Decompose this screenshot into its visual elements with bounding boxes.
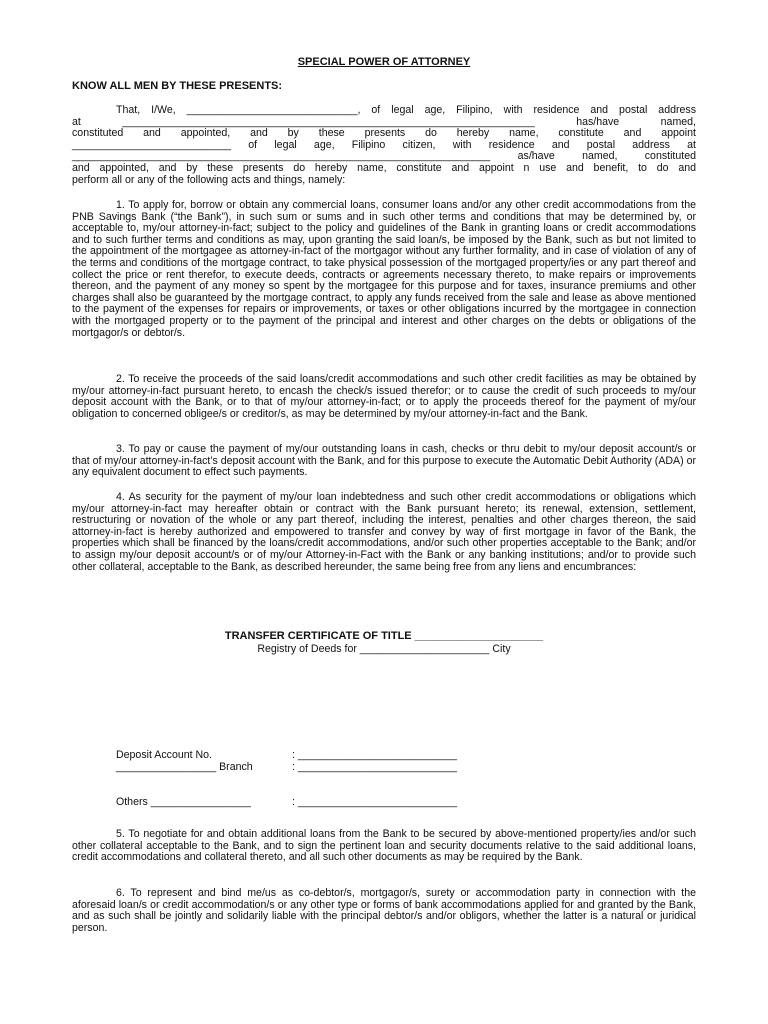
intro-line: perform all or any of the following acts and things, namely: bbox=[72, 173, 346, 186]
intro-line: That, I/We, _____________________________, of legal age, Filipino, with residence and postal address bbox=[116, 104, 696, 116]
paragraph-3 bbox=[72, 444, 696, 479]
intro-line: at ______________________________________________________________________ has/have named, bbox=[72, 115, 696, 128]
paragraph-6 bbox=[72, 888, 696, 934]
paragraph-2-text: 2. To receive the proceeds of the said loans/credit accommodations and such other credit facilities as may be obtained by my/our attorney-in-fact pursuant hereto, to encash the check/s issued therefor; or to cause the credit of such proceeds to my/our deposit account with the Bank, or to that of my/our attorney-in-fact; or to apply the proceeds thereof for the payment of my/our obligation to concerned obligee/s or creditor/s, as may be determined by my/our attorney-in-fact and the Bank. bbox=[72, 373, 696, 420]
intro-line: constituted and appointed, and by these presents do hereby name, constitute and appoint bbox=[72, 127, 696, 140]
others-row bbox=[116, 797, 457, 809]
transfer-certificate-block bbox=[0, 631, 768, 655]
paragraph-6-text: 6. To represent and bind me/us as co-debtor/s, mortgagor/s, surety or accommodation party in connection with the aforesaid loan/s or credit accommodation/s or any other type or forms of bank accommodations applied for and granted by the Bank, and as such shall be jointly and solidarily liable with the principal debtor/s and/or obligors, whether the latter is a natural or juridical person. bbox=[72, 887, 696, 934]
paragraph-2 bbox=[72, 374, 696, 420]
intro-paragraph bbox=[72, 105, 696, 186]
paragraph-3-text: 3. To pay or cause the payment of my/our outstanding loans in cash, checks or thru debit to my/our deposit account/s or that of my/our attorney-in-fact’s deposit account with the Bank, and for this purpose to execute the Automatic Debit Authority (ADA) or any equivalent document to effect such payments. bbox=[72, 443, 696, 479]
paragraph-4 bbox=[72, 492, 696, 573]
intro-line: and appointed, and by these presents do hereby name, constitute and appoint n use and benefit, to do and bbox=[72, 161, 696, 174]
paragraph-4-text: 4. As security for the payment of my/our loan indebtedness and such other credit accommodations or obligations which my/our attorney-in-fact may hereafter obtain or contract with the Bank pursuant hereto; its renewal, extension, settlement, restructuring or novation of the whole or any part thereof, including the interest, penalties and other charges thereon, the said attorney-in-fact is hereby authorized and empowered to transfer and convey by way of first mortgage in favor of the Bank, the properties which shall be financed by the loans/credit accommodations, and/or such other properties acceptable to the Bank; and/or to assign my/our deposit account/s or of my/our Attorney-in-Fact with the Bank or any banking institutions; and/or to provide such other collateral, acceptable to the Bank, as described hereunder, the same being free from any liens and encumbrances: bbox=[72, 491, 696, 573]
deposit-account-label: Deposit Account No. bbox=[116, 749, 212, 761]
intro-line: ___________________________ of legal age, Filipino citizen, with residence and postal address at bbox=[72, 138, 696, 151]
document-title: SPECIAL POWER OF ATTORNEY bbox=[297, 56, 471, 68]
paragraph-1-text: 1. To apply for, borrow or obtain any commercial loans, consumer loans and/or any other credit accommodations from the PNB Savings Bank (“the Bank”), in such sum or sums and in such other terms and conditions that may be determined by, or acceptable to, my/our attorney-in-fact; subject to the policy and guidelines of the Bank in granting loans or credit accommodations and to such further terms and conditions as may, upon granting the said loan/s, be imposed by the Bank, such as but not limited to the appointment of the mortgagee as attorney-in-fact of the mortgagor without any further formality, and in case of violation of any of the terms and conditions of the mortgage contract, to take physical possession of the mortgaged property/ies or any part thereof and collect the price or rent therefor, to execute deeds, contracts or agreements necessary thereto, to make repairs or improvements thereon, and the payment of any money so spent by the mortgagee for this purpose and for taxes, insurance premiums and other charges shall also be guaranteed by the mortgage contract, to apply any funds received from the sale and lease as above mentioned to the payment of the expenses for repairs or improvements, or taxes or other obligations incurred by the mortgagee in connection with the mortgaged property or to the payment of the principal and interest and other charges on the debts or obligations of the mortgagor/s or debtor/s. bbox=[72, 199, 696, 339]
paragraph-1 bbox=[72, 200, 696, 339]
deposit-account-row bbox=[116, 750, 457, 762]
others-label: Others _________________ bbox=[116, 796, 251, 808]
paragraph-5 bbox=[72, 829, 696, 864]
branch-value: : ___________________________ bbox=[292, 761, 457, 773]
others-value: : ___________________________ bbox=[292, 796, 457, 808]
branch-label: _________________ Branch bbox=[116, 761, 253, 773]
branch-row bbox=[116, 762, 457, 774]
document-heading: KNOW ALL MEN BY THESE PRESENTS: bbox=[72, 80, 283, 92]
registry-of-deeds: Registry of Deeds for ______________________ City bbox=[257, 642, 511, 655]
intro-line: _______________________________________________________________________ as/have named, constituted bbox=[72, 150, 696, 163]
tct-title: TRANSFER CERTIFICATE OF TITLE _____________________ bbox=[224, 630, 544, 642]
paragraph-5-text: 5. To negotiate for and obtain additional loans from the Bank to be secured by above-mentioned property/ies and/or such other collateral acceptable to the Bank, and to sign the pertinent loan and security documents relative to the said additional loans, credit accommodations and collateral thereto, and all such other documents as may be required by the Bank. bbox=[72, 828, 696, 864]
deposit-account-value: : ___________________________ bbox=[292, 749, 457, 761]
